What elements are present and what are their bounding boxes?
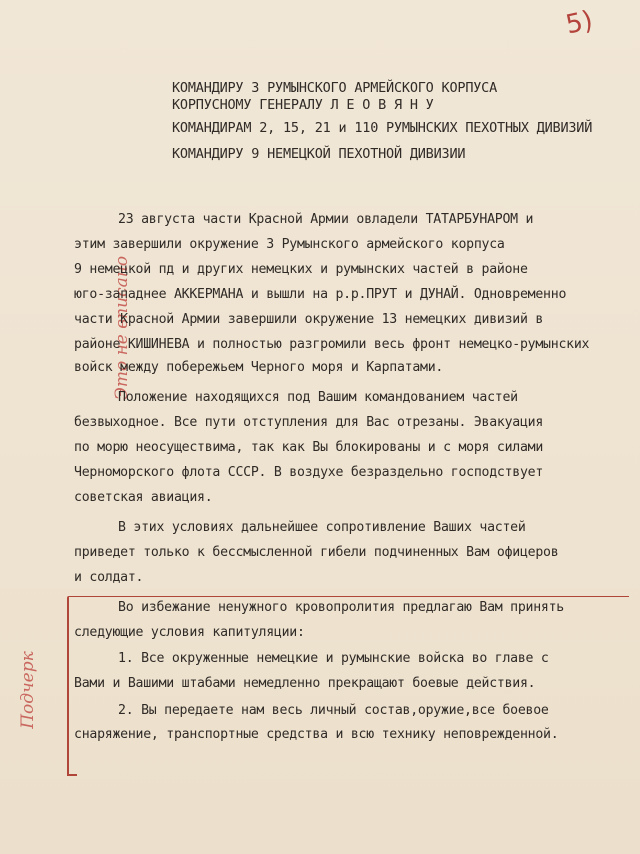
header-line-2: КОРПУСНОМУ ГЕНЕРАЛУ Л Е О В Я Н У	[172, 97, 434, 113]
body-line: районе КИШИНЕВА и полностью разгромили весь фронт немецко-румынских	[74, 337, 590, 352]
header-line-4: КОМАНДИРУ 9 НЕМЕЦКОЙ ПЕХОТНОЙ ДИВИЗИИ	[172, 146, 466, 162]
body-line: 23 августа части Красной Армии овладели ТАТАРБУНАРОМ и	[118, 212, 534, 227]
header-line-3: КОМАНДИРАМ 2, 15, 21 и 110 РУМЫНСКИХ ПЕХОТНЫХ ДИВИЗИЙ	[172, 120, 593, 136]
header-line-1: КОМАНДИРУ 3 РУМЫНСКОГО АРМЕЙСКОГО КОРПУСА	[172, 80, 498, 96]
body-line: Черноморского флота СССР. В воздухе безраздельно господствует	[74, 465, 544, 480]
body-line: приведет только к бессмысленной гибели подчиненных Вам офицеров	[74, 545, 559, 560]
body-line: Положение находящихся под Вашим командованием частей	[118, 390, 518, 405]
body-line: 1. Все окруженные немецкие и румынские войска во главе с	[118, 651, 549, 666]
handwritten-margin-note-lower: Подчерк	[18, 651, 38, 729]
body-line: безвыходное. Все пути отступления для Вас отрезаны. Эвакуация	[74, 415, 544, 430]
body-line: 2. Вы передаете нам весь личный состав,оружие,все боевое	[118, 703, 549, 718]
body-line: войск между побережьем Черного моря и Карпатами.	[74, 360, 444, 375]
handwritten-margin-note: Это не вписано	[112, 255, 132, 401]
handwritten-page-number: 5)	[563, 5, 596, 41]
body-line: снаряжение, транспортные средства и всю технику неповрежденной.	[74, 727, 559, 742]
body-line: Вами и Вашими штабами немедленно прекращают боевые действия.	[74, 676, 536, 691]
body-line: 9 немецкой пд и других немецких и румынских частей в районе	[74, 262, 528, 277]
body-line: и солдат.	[74, 570, 144, 585]
body-line: этим завершили окружение 3 Румынского армейского корпуса	[74, 237, 505, 252]
body-line: Во избежание ненужного кровопролития предлагаю Вам принять	[118, 600, 564, 615]
body-line: следующие условия капитуляции:	[74, 625, 305, 640]
body-line: советская авиация.	[74, 490, 213, 505]
body-line: по морю неосуществима, так как Вы блокированы и с моря силами	[74, 440, 544, 455]
body-line: юго-западнее АККЕРМАНА и вышли на р.р.ПРУТ и ДУНАЙ. Одновременно	[74, 287, 567, 302]
body-line: В этих условиях дальнейшее сопротивление Ваших частей	[118, 520, 526, 535]
body-line: части Красной Армии завершили окружение 13 немецких дивизий в	[74, 312, 544, 327]
